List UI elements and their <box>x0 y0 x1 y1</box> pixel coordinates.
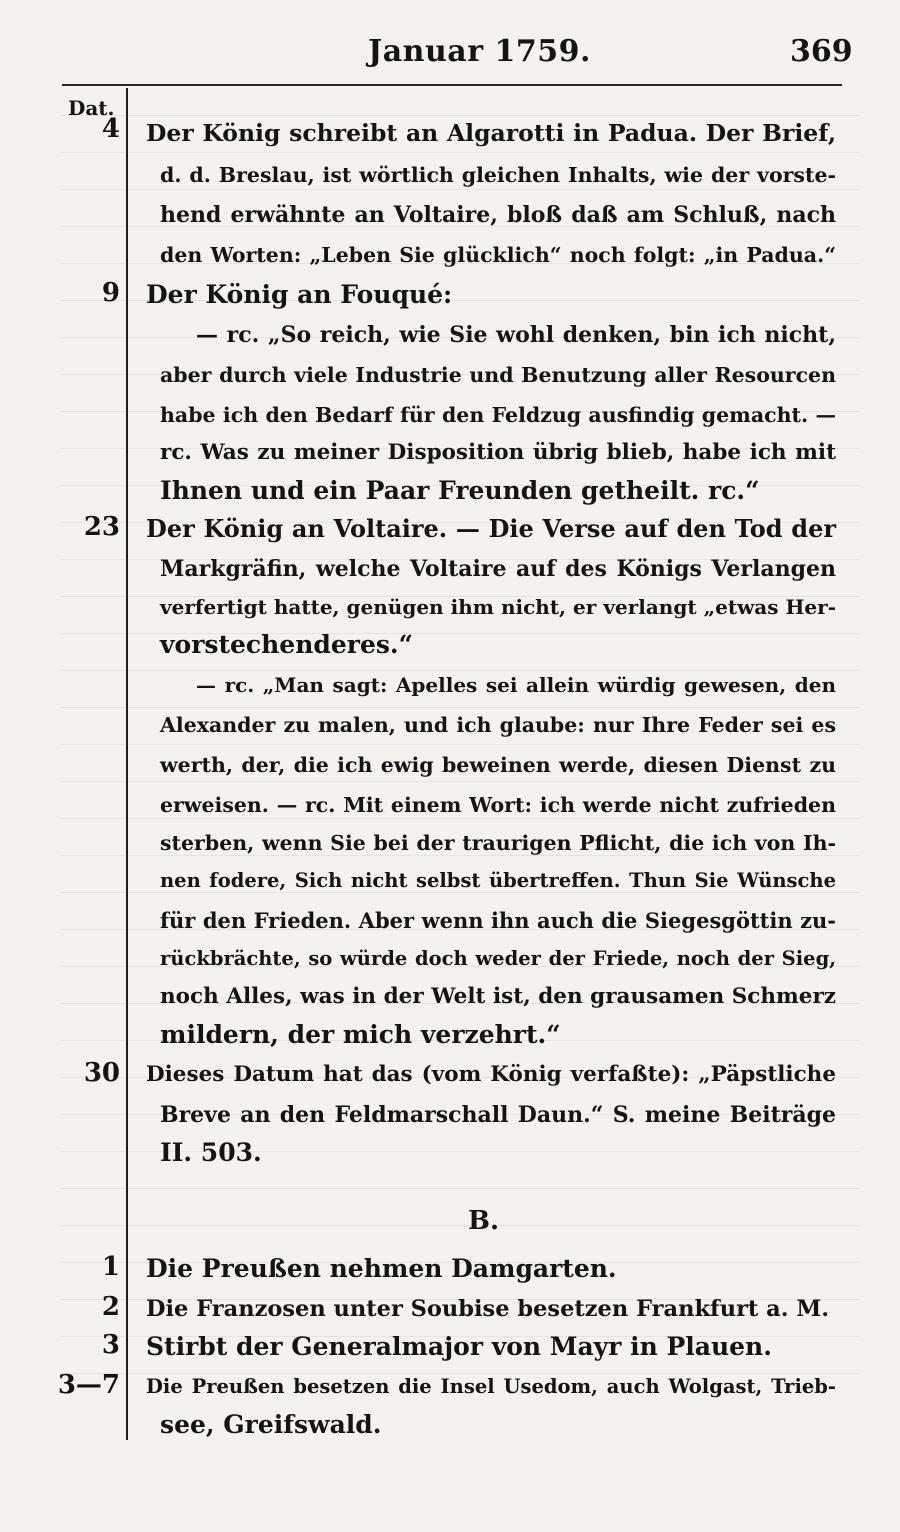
entry-line: rückbrächte, so würde doch weder der Friede, noch der Sieg, <box>160 947 836 970</box>
entry-date: 4 <box>101 114 120 144</box>
entry-line: — rc. „So reich, wie Sie wohl denken, bin ich nicht, <box>196 322 836 348</box>
entry-line: Der König an Fouqué: <box>146 280 453 309</box>
entry-line: den Worten: „Leben Sie glücklich“ noch folgt: „in Padua.“ <box>160 243 836 267</box>
entry-line: Alexander zu malen, und ich glaube: nur Ihre Feder sei es <box>160 713 836 737</box>
entry-line: Die Preußen nehmen Damgarten. <box>146 1254 617 1283</box>
entry-line: hend erwähnte an Voltaire, bloß daß am Schluß, nach <box>160 202 836 228</box>
section-heading: B. <box>468 1206 500 1236</box>
entry-line: habe ich den Bedarf für den Feldzug ausfindig gemacht. — <box>160 403 836 427</box>
entry-date: 3 <box>101 1330 120 1360</box>
entry-line: Dieses Datum hat das (vom König verfaßte): „Päpstliche <box>146 1062 836 1087</box>
entry-line: verfertigt hatte, genügen ihm nicht, er verlangt „etwas Her- <box>160 595 836 619</box>
entry-line: mildern, der mich verzehrt.“ <box>160 1020 561 1049</box>
entry-date: 23 <box>83 512 120 542</box>
page-number: 369 <box>790 34 853 69</box>
entry-line: — rc. „Man sagt: Apelles sei allein würdig gewesen, den <box>196 673 836 697</box>
entry-line: für den Frieden. Aber wenn ihn auch die Siegesgöttin zu- <box>160 908 836 933</box>
entry-date: 3—7 <box>57 1370 120 1400</box>
entry-line: noch Alles, was in der Welt ist, den grausamen Schmerz <box>160 984 836 1009</box>
entry-line: d. d. Breslau, ist wörtlich gleichen Inhalts, wie der vorste- <box>160 163 836 187</box>
header-rule <box>62 84 842 86</box>
entry-line: Der König an Voltaire. — Die Verse auf den Tod der <box>146 514 836 543</box>
entry-line: Die Preußen besetzen die Insel Usedom, auch Wolgast, Trieb- <box>146 1375 836 1398</box>
entry-line: nen fodere, Sich nicht selbst übertreffen. Thun Sie Wünsche <box>160 869 836 892</box>
entry-line: Markgräfin, welche Voltaire auf des Königs Verlangen <box>160 556 836 582</box>
entry-line: see, Greifswald. <box>160 1410 382 1439</box>
entry-line: aber durch viele Industrie und Benutzung aller Resourcen <box>160 363 836 387</box>
date-column-label: Dat. <box>68 96 115 120</box>
entry-line: sterben, wenn Sie bei der traurigen Pflicht, die ich von Ih- <box>160 831 836 855</box>
entry-date: 1 <box>101 1252 120 1282</box>
date-column-divider <box>126 88 128 1440</box>
entry-line: rc. Was zu meiner Disposition übrig blieb, habe ich mit <box>160 440 836 465</box>
entry-line: II. 503. <box>160 1138 262 1167</box>
entry-line: vorstechenderes.“ <box>160 630 414 659</box>
entry-line: werth, der, die ich ewig beweinen werde, diesen Dienst zu <box>160 753 836 777</box>
running-title: Januar 1759. <box>368 34 591 69</box>
entry-line: Die Franzosen unter Soubise besetzen Frankfurt a. M. <box>146 1296 830 1322</box>
entry-date: 2 <box>101 1292 120 1322</box>
entry-date: 9 <box>101 278 120 308</box>
entry-line: Stirbt der Generalmajor von Mayr in Plauen. <box>146 1332 772 1361</box>
entry-line: Breve an den Feldmarschall Daun.“ S. meine Beiträge <box>160 1102 836 1128</box>
page-header <box>0 34 900 74</box>
entry-line: Ihnen und ein Paar Freunden getheilt. rc.“ <box>160 476 760 505</box>
entry-line: erweisen. — rc. Mit einem Wort: ich werde nicht zufrieden <box>160 793 836 817</box>
entry-date: 30 <box>83 1058 120 1088</box>
entry-line: Der König schreibt an Algarotti in Padua. Der Brief, <box>146 119 836 147</box>
